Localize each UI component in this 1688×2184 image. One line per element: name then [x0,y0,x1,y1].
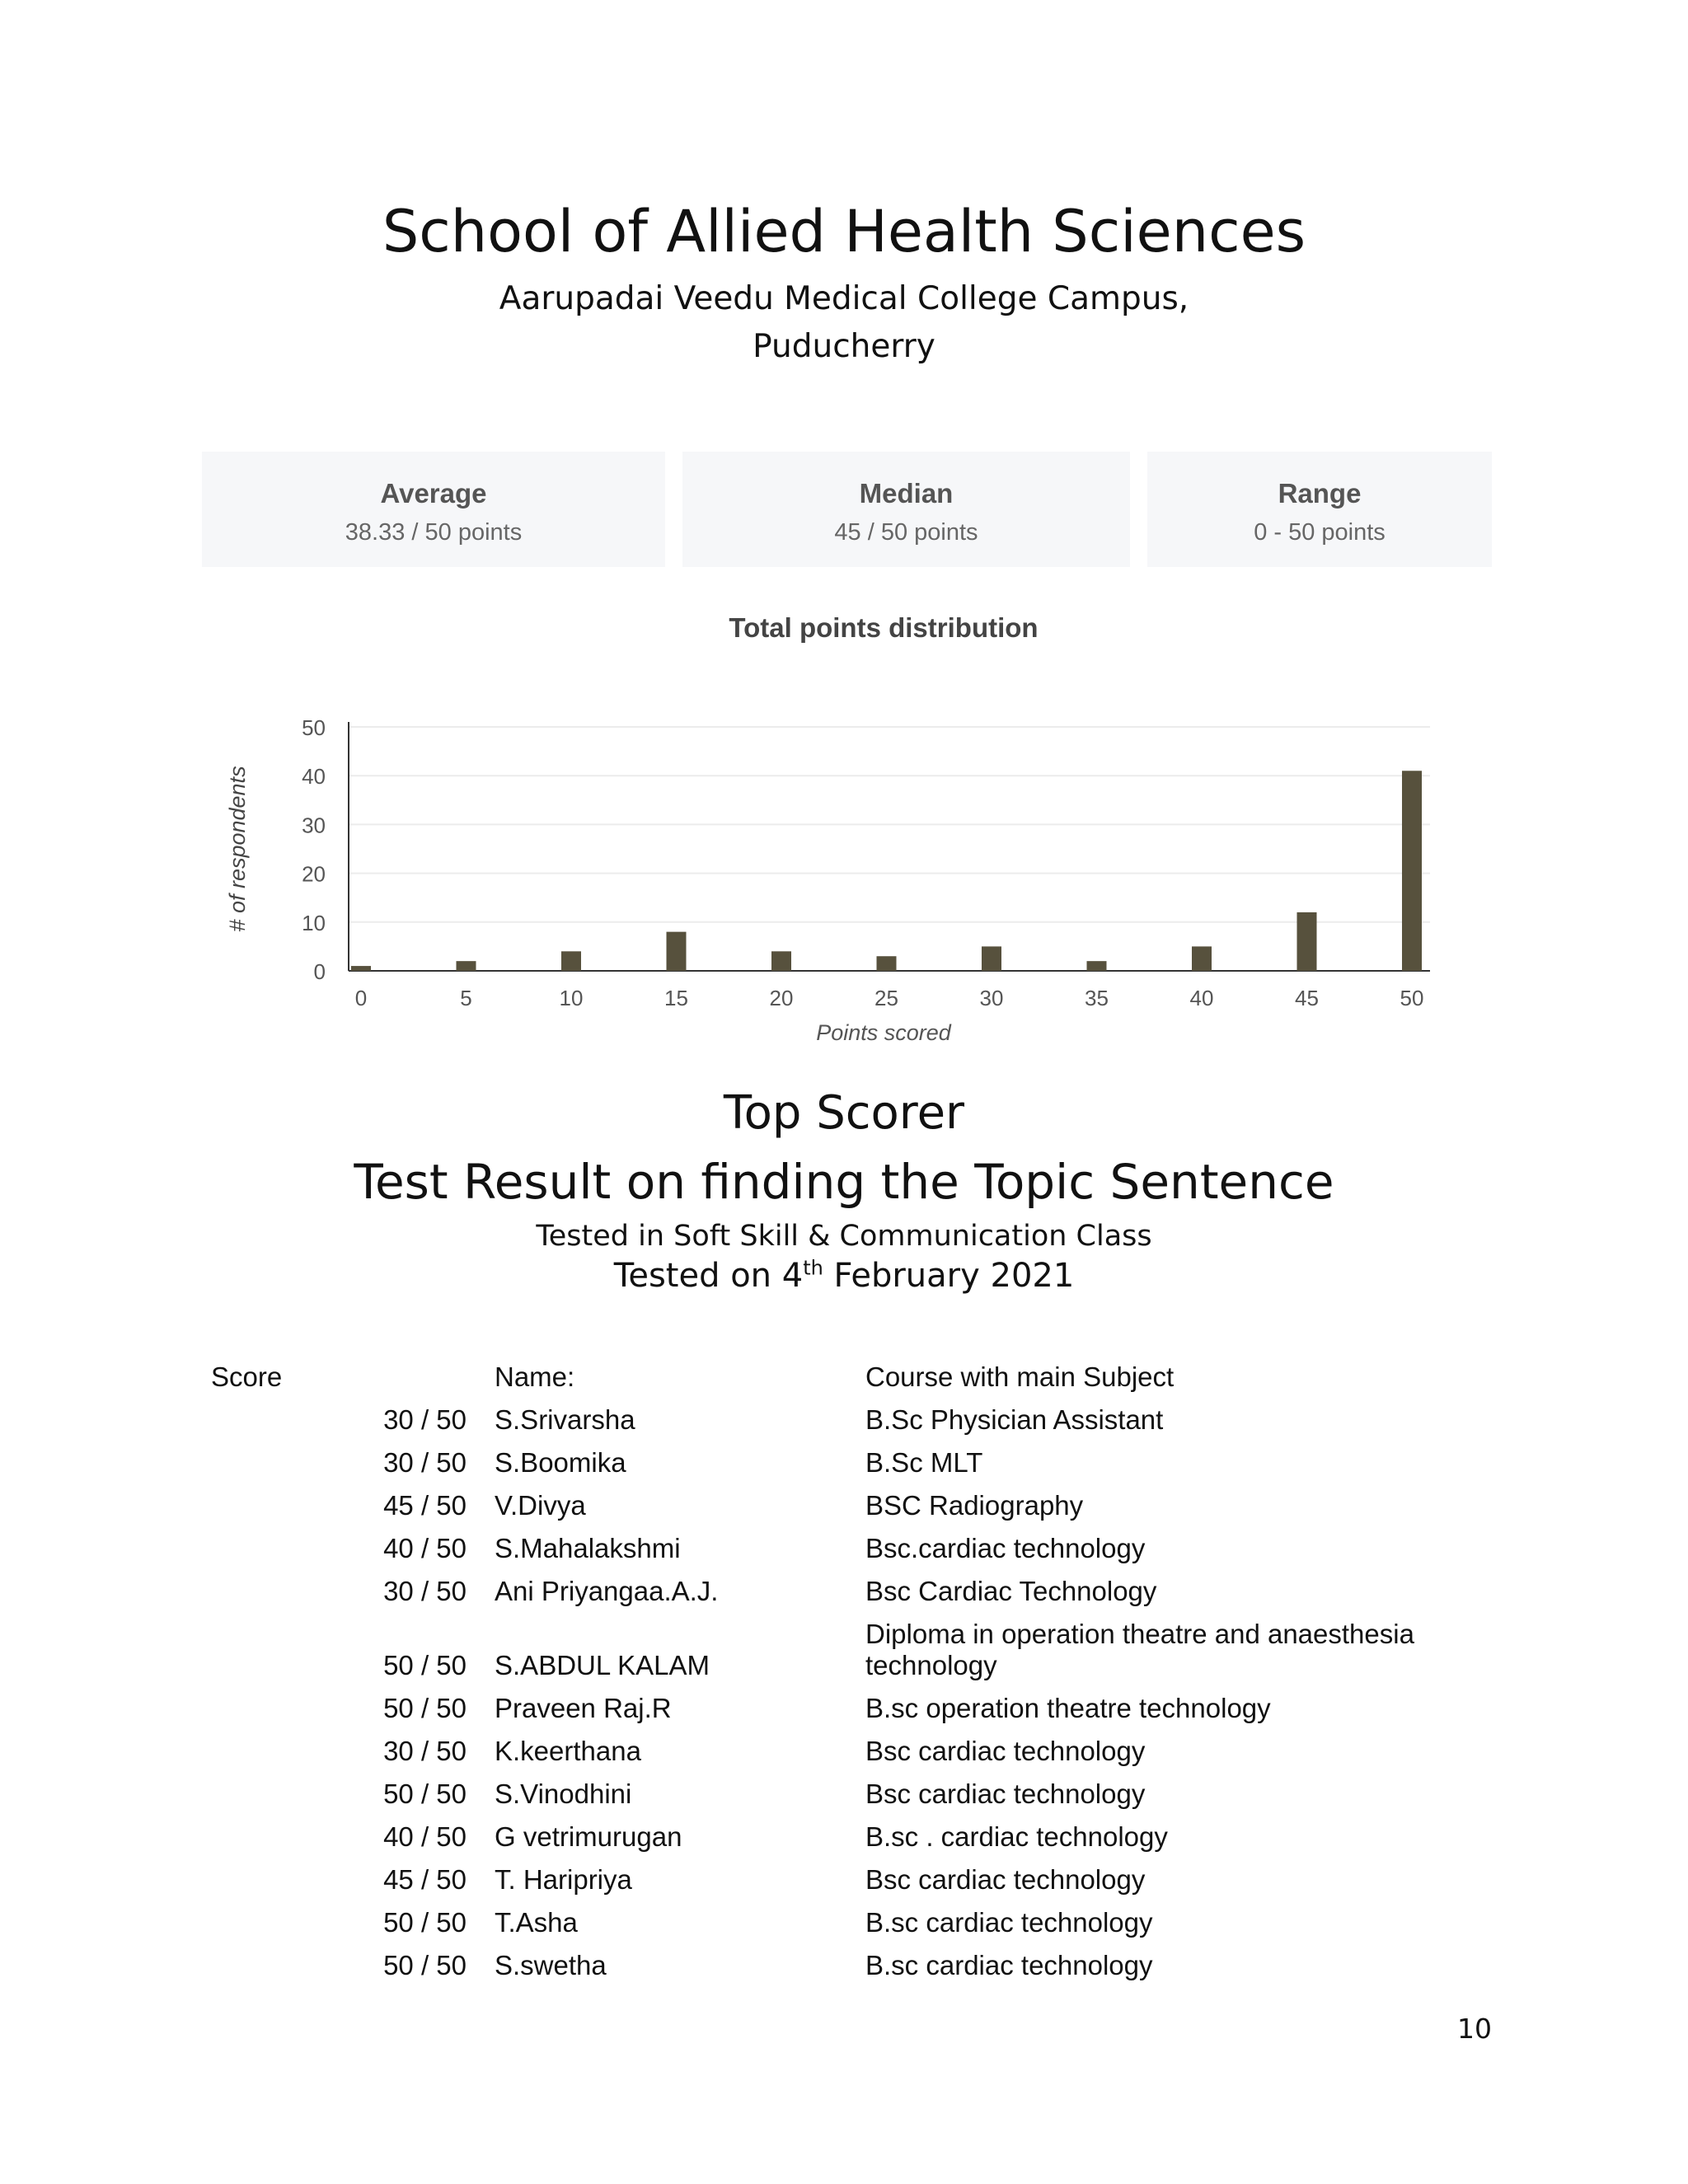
row-score: 30 / 50 [383,1404,467,1435]
bar [1297,912,1317,971]
row-name: S.Boomika [495,1447,626,1478]
row-score: 45 / 50 [383,1864,467,1895]
row-name: V.Divya [495,1490,586,1521]
row-course: Bsc cardiac technology [865,1864,1146,1895]
table-row [0,1444,1688,1487]
row-course: B.Sc Physician Assistant [865,1404,1164,1435]
row-score: 50 / 50 [383,1650,467,1680]
test-date-prefix: Tested on 4 [613,1257,804,1295]
results-table [0,1401,1688,1990]
table-row [0,1861,1688,1904]
y-tick-label: 10 [302,910,326,935]
stat-label: Average [380,478,487,509]
table-row [0,1487,1688,1530]
stat-card-median [682,452,1130,567]
row-course: B.sc . cardiac technology [865,1821,1168,1852]
y-axis-label: # of respondents [225,766,250,932]
y-tick-label: 30 [302,813,326,838]
row-name: T. Haripriya [495,1864,632,1895]
table-row [0,1690,1688,1732]
stat-value: 38.33 / 50 points [345,519,523,546]
x-tick-label: 15 [664,986,688,1010]
table-row [0,1572,1688,1615]
x-tick-label: 5 [460,986,472,1010]
stat-value: 0 - 50 points [1254,519,1386,546]
bar [982,946,1001,971]
row-course: Bsc cardiac technology [865,1736,1146,1766]
test-date-suffix: February 2021 [823,1257,1075,1295]
row-name: Praveen Raj.R [495,1693,672,1723]
table-row [0,1732,1688,1775]
page-number: 10 [1457,2013,1492,2045]
bar [771,951,791,971]
x-tick-label: 10 [559,986,584,1010]
row-name: T.Asha [495,1907,578,1938]
row-score: 30 / 50 [383,1447,467,1478]
test-class: Tested in Soft Skill & Communication Class [536,1220,1152,1253]
stat-value: 45 / 50 points [834,519,978,546]
row-course: B.sc cardiac technology [865,1907,1153,1938]
bar [351,966,371,971]
stat-label: Median [859,478,954,509]
x-tick-label: 25 [874,986,898,1010]
row-course: Bsc Cardiac Technology [865,1576,1157,1606]
row-course: B.sc cardiac technology [865,1950,1153,1980]
row-name: S.swetha [495,1950,607,1980]
row-score: 30 / 50 [383,1736,467,1766]
y-tick-label: 20 [302,861,326,887]
campus-line: Aarupadai Veedu Medical College Campus, [499,280,1189,317]
row-name: K.keerthana [495,1736,641,1766]
row-course: Bsc.cardiac technology [865,1533,1146,1563]
y-tick-label: 0 [313,959,326,984]
row-course: B.Sc MLT [865,1447,983,1478]
row-name: S.Mahalakshmi [495,1533,681,1563]
x-tick-label: 0 [354,986,368,1010]
bar [457,961,476,971]
page-title: School of Allied Health Sciences [382,198,1306,265]
bar [877,956,897,971]
row-name: Ani Priyangaa.A.J. [495,1576,719,1606]
row-course: Diploma in operation theatre and anaesthesia technology [865,1619,1414,1680]
x-tick-label: 30 [979,986,1004,1010]
row-score: 40 / 50 [383,1821,467,1852]
row-score: 50 / 50 [383,1950,467,1980]
test-date-ordinal: th [803,1256,823,1280]
row-score: 50 / 50 [383,1779,467,1809]
table-row [0,1530,1688,1572]
bar [667,932,687,971]
table-row [0,1401,1688,1444]
row-score: 40 / 50 [383,1533,467,1563]
stat-card-average [202,452,665,567]
city-line: Puducherry [753,328,935,365]
row-course: Bsc cardiac technology [865,1779,1146,1809]
column-header-score: Score [211,1361,283,1392]
row-course: B.sc operation theatre technology [865,1693,1271,1723]
table-row [0,1615,1688,1690]
table-row [0,1947,1688,1990]
row-name: S.Srivarsha [495,1404,635,1435]
row-course: BSC Radiography [865,1490,1084,1521]
x-tick-label: 45 [1295,986,1319,1010]
bar [1402,771,1422,971]
chart-title: Total points distribution [729,612,1039,643]
test-date [0,1257,1688,1295]
x-axis-label: Points scored [816,1020,951,1045]
x-tick-label: 35 [1085,986,1109,1010]
bar [1192,946,1212,971]
row-score: 50 / 50 [383,1693,467,1723]
stat-label: Range [1278,478,1362,509]
points-distribution-chart [202,602,1492,1063]
row-score: 45 / 50 [383,1490,467,1521]
row-score: 30 / 50 [383,1576,467,1606]
table-row [0,1775,1688,1818]
table-row [0,1818,1688,1861]
x-tick-label: 50 [1400,986,1424,1010]
row-name: G vetrimurugan [495,1821,682,1852]
bar [561,951,581,971]
x-tick-label: 40 [1189,986,1214,1010]
bar [1087,961,1107,971]
column-header-course: Course with main Subject [865,1361,1175,1392]
x-tick-label: 20 [769,986,794,1010]
stat-card-range [1147,452,1492,567]
table-row [0,1904,1688,1947]
top-scorer-heading: Top Scorer [723,1086,965,1140]
y-tick-label: 40 [302,764,326,790]
column-header-name: Name: [495,1361,575,1392]
test-title: Test Result on finding the Topic Sentence [354,1154,1334,1210]
row-name: S.Vinodhini [495,1779,632,1809]
y-tick-label: 50 [302,715,326,740]
row-score: 50 / 50 [383,1907,467,1938]
row-name: S.ABDUL KALAM [495,1650,710,1680]
